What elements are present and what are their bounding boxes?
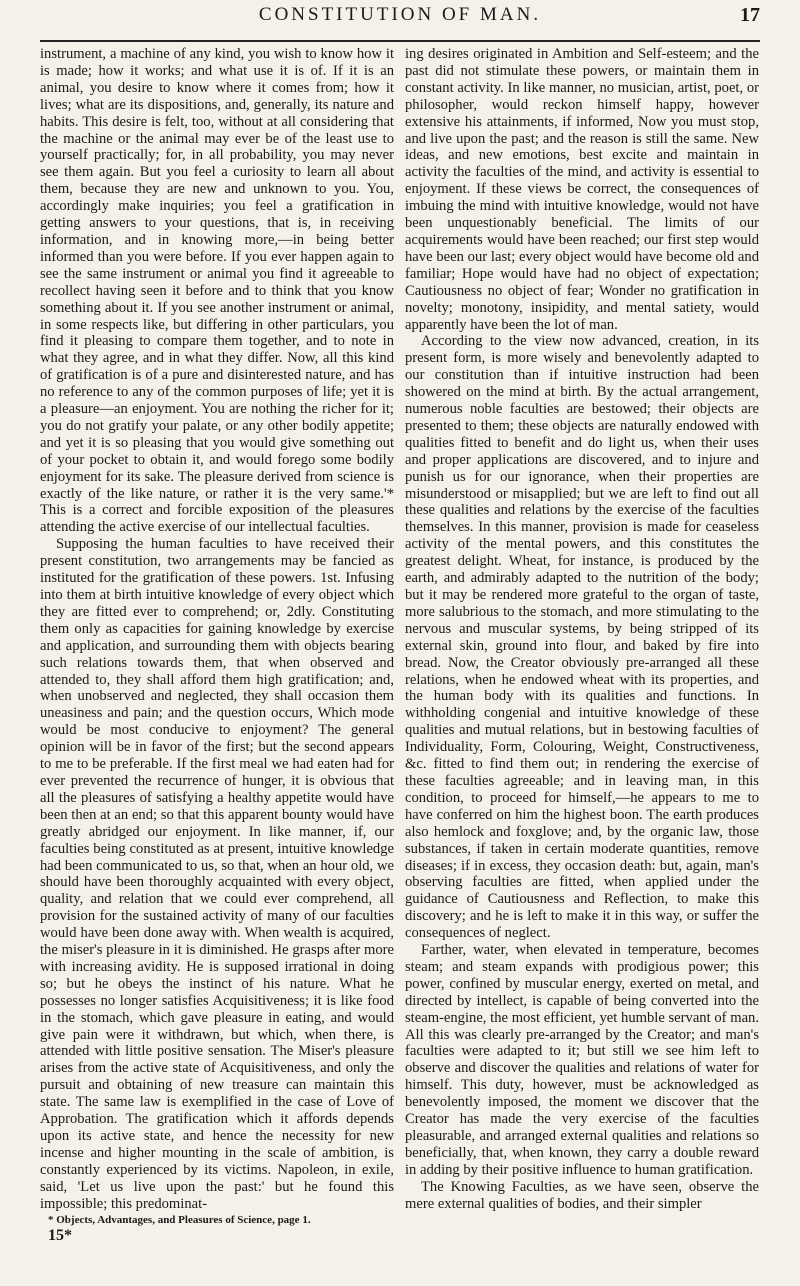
paragraph: instrument, a machine of any kind, you wish to know how it is made; how it works; and what use it is of. If it is an animal, you desire to know where it comes from; how it lives; what are its dispositions, and, generally, its nature and habits. This desire is felt, too, without at all considering that the machine or the animal may ever be of the least use to yourself practically; for, in all probability, you may never see them again. But you feel a curiosity to learn all about them, because they are new and unknown to you. You, accordingly make inquiries; you feel a gratification in getting answers to your questions, that is, in receiving information, and in knowing more,—in being better informed than you were before. If you ever happen again to see the same instrument or animal you find it agreeable to recollect having seen it before and to think that you know something about it. If you see another instrument or animal, in some respects like, but differing in other particulars, you find it pleasing to compare them together, and to note in what they agree, and in what they differ. Now, all this kind of gratification is of a pure and disinterested nature, and has no reference to any of the common purposes of life; yet it is a pleasure—an enjoyment. You are nothing the richer for it; you do not gratify your palate, or any other bodily appetite; and yet it is so pleasing that you would give something out of your pocket to obtain it, and would forego some bodily enjoyment for its sake. The pleasure derived from science is exactly of the like nature, or rather it is the very same.'* This is a correct and forcible exposition of the pleasures attending the active exercise of our intellectual faculties. — [40, 46, 394, 536]
paragraph: According to the view now advanced, creation, in its present form, is more wisely and benevolently adapted to our constitution than if intuitive instruction had been showered on the mind at birth. By the actual arrangement, numerous noble faculties are bestowed; their objects are presented to them; these objects are naturally endowed with qualities fitted to benefit and do light us, when their uses and proper applications are discovered, and to injure and punish us for our ignorance, when their properties are misunderstood or misapplied; but we are left to find out all these qualities and relations by the exercise of the faculties themselves. In this manner, provision is made for ceaseless activity of the mental powers, and this constitutes the greatest delight. Wheat, for instance, is produced by the earth, and admirably adapted to the nutrition of the body; but it may be rendered more grateful to the organ of taste, more salubrious to the stomach, and more stimulating to the nervous and muscular systems, by being stripped of its external skin, ground into flour, and baked by fire into bread. Now, the Creator obviously pre-arranged all these relations, when he endowed wheat with its properties, and the human body with its qualities and functions. In withholding congenial and intuitive knowledge of these qualities and mutual relations, but in bestowing faculties of Individuality, Form, Colouring, Weight, Constructiveness, &c. fitted to find them out; in rendering the exercise of these faculties agreeable; and in leaving man, in this condition, to proceed for himself,—he appears to me to have conferred on him the highest boon. The earth produces also hemlock and foxglove; and, by the organic law, those substances, if taken in certain moderate quantities, remove diseases; if in excess, they occasion death: but, again, man's observing faculties are fitted, when applied under the guidance of Cautiousness and Reflection, to make this discovery; and he is left to make it in this way, or suffer the consequences of neglect. — [405, 333, 759, 942]
paragraph: Farther, water, when elevated in temperature, becomes steam; and steam expands with prodigious power; this power, confined by muscular energy, exerted on metal, and directed by intellect, is capable of being converted into the steam-engine, the most efficient, yet humble servant of man. All this was clearly pre-arranged by the Creator; and man's faculties were adapted to it; but still we see him left to observe and discover the qualities and relations of water for himself. This duty, however, must be acknowledged as benevolently imposed, the moment we discover that the Creator has made the very exercise of the faculties pleasurable, and arranged external qualities and relations so beneficially, that, when known, they carry a double reward in adding by their positive influence to human gratification. — [405, 942, 759, 1178]
paragraph: The Knowing Faculties, as we have seen, observe the mere external qualities of bodies, and their simpler — [405, 1178, 759, 1212]
left-column — [40, 46, 394, 1244]
right-column — [405, 46, 759, 1213]
running-head — [40, 4, 760, 34]
running-title: CONSTITUTION OF MAN. — [258, 4, 542, 25]
footnote: * Objects, Advantages, and Pleasures of Science, page 1. — [48, 1213, 311, 1226]
header-rule — [40, 40, 760, 42]
paragraph: ing desires originated in Ambition and Self-esteem; and the past did not stimulate these powers, or maintain them in constant activity. In like manner, no musician, artist, poet, or philosopher, would reckon himself happy, however extensive his attainments, if informed, Now you must stop, and live upon the past; and the reason is still the same. New ideas, and new emotions, best excite and maintain in activity the faculties of the mind, and activity is essential to enjoyment. If these views be correct, the consequences of imbuing the mind with intuitive knowledge, would not have been unquestionably beneficial. The limits of our acquirements would have been reached; our first step would have been our last; every object would have become old and familiar; Hope would have had no object of expectation; Cautiousness no object of fear; Wonder no gratification in novelty; monotony, insipidity, and mental satiety, would apparently have been the lot of man. — [405, 46, 759, 333]
page-number: 17 — [740, 4, 760, 26]
paragraph: Supposing the human faculties to have received their present constitution, two arrangements may be fancied as instituted for the gratification of these powers. 1st. Infusing into them at birth intuitive knowledge of every object which they are fitted ever to comprehend; or, 2dly. Constituting them only as capacities for gaining knowledge by exercise and application, and surrounding them with objects bearing such relations towards them, that when observed and attended to, they shall afford them high gratification; and, when unobserved and neglected, they shall occasion them uneasiness and pain; and the question occurs, Which mode would be most conducive to enjoyment? The general opinion will be in favor of the first; but the second appears to me to be preferable. If the first meal we had eaten had for ever prevented the recurrence of hunger, it is obvious that all the pleasures of satisfying a healthy appetite would have been then at an end; so that this apparent bounty would have greatly abridged our enjoyment. In like manner, if, our faculties being constituted as at present, intuitive knowledge had been communicated to us, so that, when an hour old, we should have been thoroughly acquainted with every object, quality, and relation that we could ever comprehend, all provision for the sustained activity of many of our faculties would have been done away with. When wealth is acquired, the miser's pleasure in it is diminished. He grasps after more with increasing avidity. He is supposed irrational in doing so; but he obeys the instinct of his nature. What he possesses no longer satisfies Acquisitiveness; it is like food in the stomach, which gave pleasure in eating, and would give pain were it withdrawn, but which, when there, is attended with little positive sensation. The Miser's pleasure arises from the active state of Acquisitiveness, and only the pursuit and obtaining of new treasure can maintain this state. The same law is exemplified in the case of Love of Approbation. The gratification which it affords depends upon its active state, and hence the necessity for new incense and higher mounting in the scale of ambition, is constantly experienced by its victims. Napoleon, in exile, said, 'Let us live upon the past:' but he found this impossible; this predominat- — [40, 536, 394, 1212]
signature-mark: 15* — [48, 1226, 72, 1244]
